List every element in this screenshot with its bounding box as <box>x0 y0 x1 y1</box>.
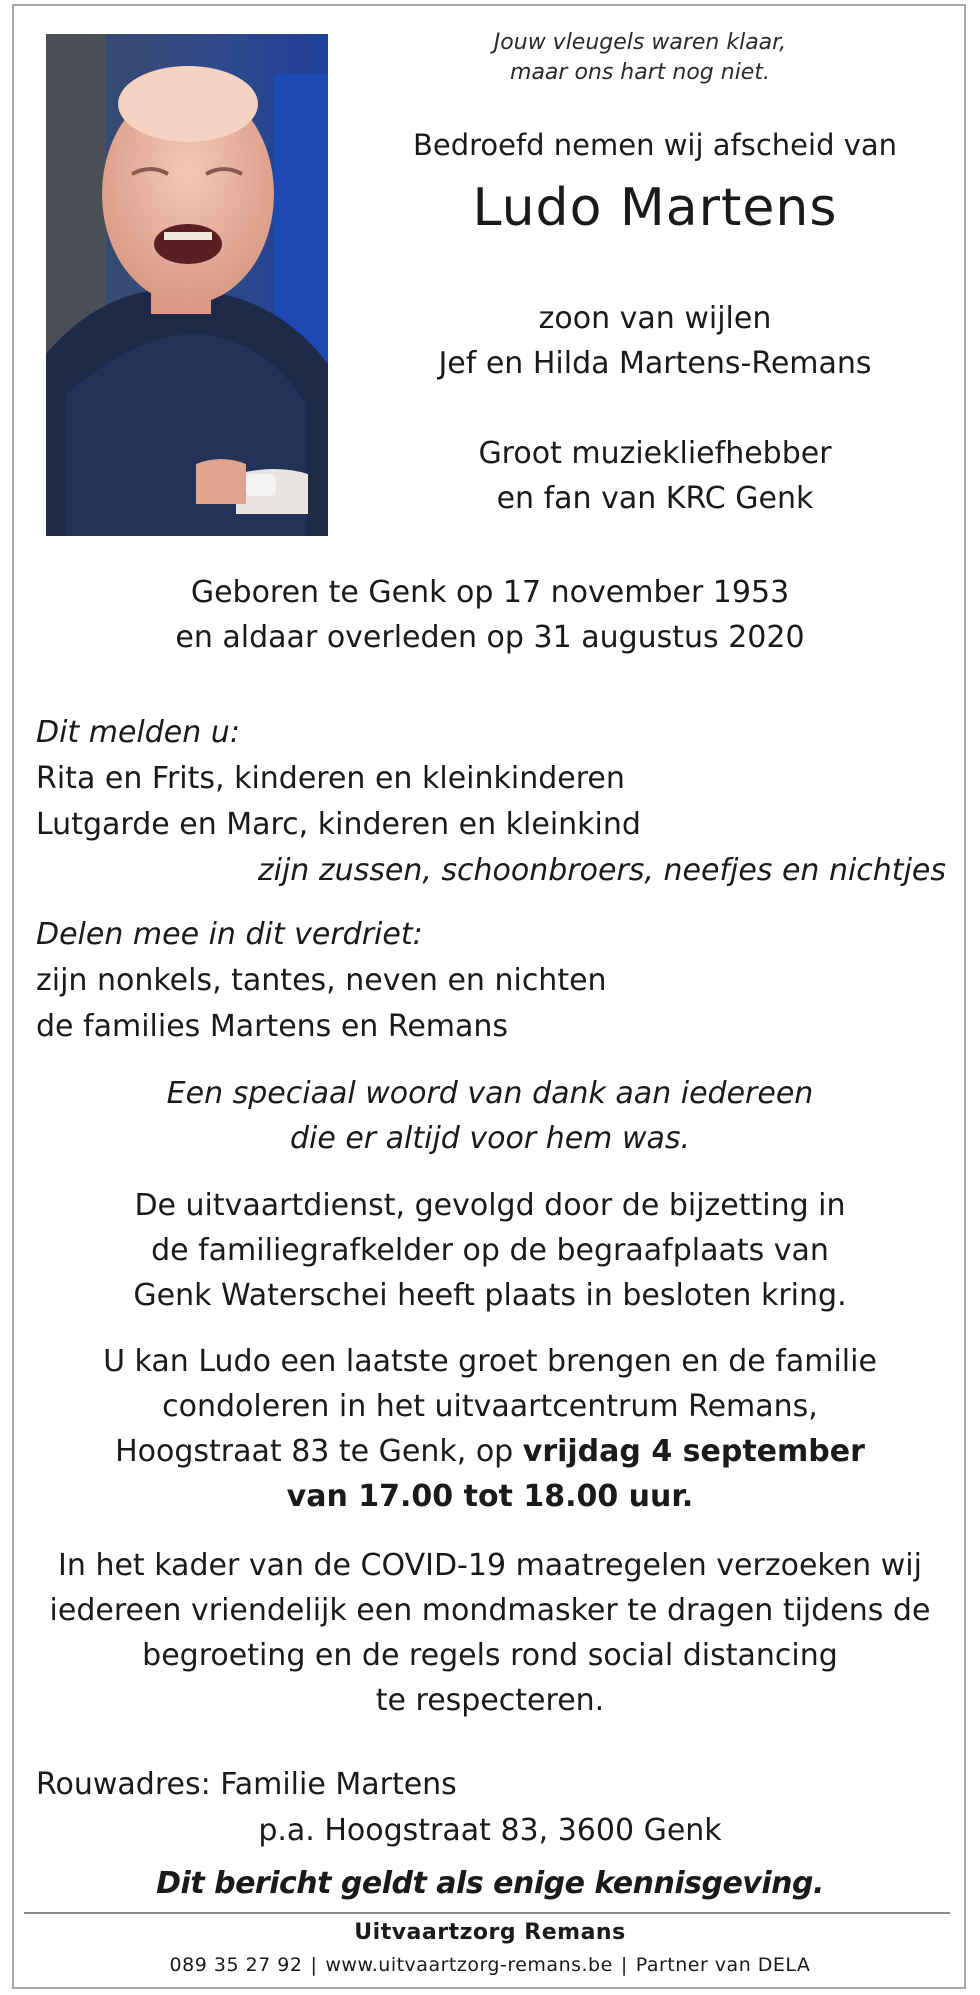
motto-line-1: Jouw vleugels waren klaar, <box>493 30 787 55</box>
visit-line-3 <box>0 1429 980 1474</box>
thanks-block <box>0 1071 980 1161</box>
sharer-line: de families Martens en Remans <box>36 1009 509 1044</box>
footer-divider <box>24 1912 950 1914</box>
announcers-heading: Dit melden u: <box>36 715 240 750</box>
birth-line: Geboren te Genk op 17 november 1953 <box>190 575 790 610</box>
thanks-line-1: Een speciaal woord van dank aan iedereen <box>166 1076 814 1111</box>
parents-line-1: zoon van wijlen <box>538 301 772 336</box>
service-line-2: de familiegrafkelder op de begraafplaats van <box>151 1233 829 1268</box>
separator: | <box>620 1954 628 1976</box>
service-block <box>0 1183 980 1318</box>
visit-time: van 17.00 tot 18.00 uur. <box>286 1479 694 1514</box>
service-line-3: Genk Waterschei heeft plaats in besloten kring. <box>133 1278 847 1313</box>
parents-line-2: Jef en Hilda Martens-Remans <box>438 346 872 381</box>
website-link[interactable]: www.uitvaartzorg-remans.be <box>325 1954 613 1976</box>
portrait-illustration <box>46 34 328 536</box>
parents-block <box>360 296 950 386</box>
visit-block <box>0 1339 980 1519</box>
motto-line-2: maar ons hart nog niet. <box>510 60 770 85</box>
visit-location: Hoogstraat 83 te Genk, op <box>115 1434 523 1469</box>
sharers-heading: Delen mee in dit verdriet: <box>36 917 423 952</box>
final-notice: Dit bericht geldt als enige kennisgeving. <box>156 1866 824 1901</box>
announcers-closing: zijn zussen, schoonbroers, neefjes en nichtjes <box>257 853 946 888</box>
sharers-block <box>36 912 607 1050</box>
hobby-line-1: Groot muziekliefhebber <box>478 436 832 471</box>
portrait-photo <box>46 34 328 536</box>
company-name: Uitvaartzorg Remans <box>354 1920 626 1945</box>
address-line-1: Rouwadres: Familie Martens <box>36 1767 457 1802</box>
motto <box>400 28 880 88</box>
thanks-line-2: die er altijd voor hem was. <box>289 1121 691 1156</box>
visit-date: vrijdag 4 september <box>522 1434 865 1469</box>
announcers-block <box>36 710 641 848</box>
announcer-line: Rita en Frits, kinderen en kleinkinderen <box>36 761 625 796</box>
hobby-block <box>360 431 950 521</box>
sharer-line: zijn nonkels, tantes, neven en nichten <box>36 963 607 998</box>
phone-number: 089 35 27 92 <box>169 1954 303 1976</box>
partner-text: Partner van DELA <box>635 1954 811 1976</box>
birth-death-block <box>0 570 980 660</box>
announcer-line: Lutgarde en Marc, kinderen en kleinkind <box>36 807 641 842</box>
covid-block <box>0 1543 980 1723</box>
visit-line-1: U kan Ludo een laatste groet brengen en de familie <box>103 1344 877 1379</box>
contact-line <box>0 1954 980 1976</box>
service-line-1: De uitvaartdienst, gevolgd door de bijzetting in <box>134 1188 846 1223</box>
address-line-2: p.a. Hoogstraat 83, 3600 Genk <box>258 1813 722 1848</box>
intro-text: Bedroefd nemen wij afscheid van <box>412 128 898 162</box>
covid-line-4: te respecteren. <box>375 1683 605 1718</box>
covid-line-3: begroeting en de regels rond social distancing <box>142 1638 838 1673</box>
hobby-line-2: en fan van KRC Genk <box>496 481 814 516</box>
covid-line-1: In het kader van de COVID-19 maatregelen verzoeken wij <box>58 1548 922 1583</box>
separator: | <box>310 1954 318 1976</box>
deceased-name: Ludo Martens <box>472 178 838 238</box>
covid-line-2: iedereen vriendelijk een mondmasker te dragen tijdens de <box>49 1593 931 1628</box>
death-line: en aldaar overleden op 31 augustus 2020 <box>175 620 805 655</box>
visit-line-2: condoleren in het uitvaartcentrum Remans, <box>162 1389 818 1424</box>
